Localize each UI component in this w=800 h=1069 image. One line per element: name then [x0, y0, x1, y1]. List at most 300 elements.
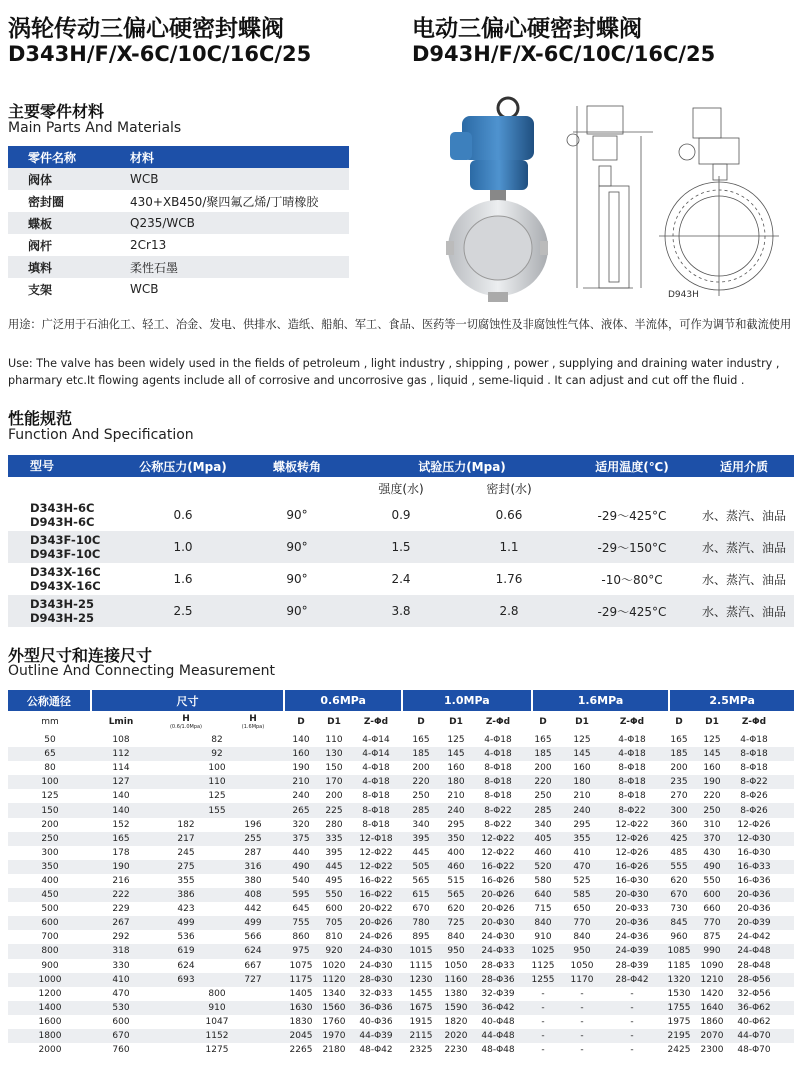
cell-d-16: 640: [534, 890, 552, 901]
model-cell: [8, 565, 126, 593]
cell-d1-16: 210: [573, 791, 591, 802]
outline-row: [8, 747, 794, 761]
left-title-model: D343H/F/X-6C/10C/16C/25: [8, 42, 312, 66]
cell-z-25: 40-Φ62: [737, 1016, 771, 1027]
cell-d-25: 235: [670, 777, 688, 788]
cell-z-06: 24-Φ26: [359, 932, 393, 943]
angle-cell: 90°: [286, 508, 308, 522]
cell-z-10: 28-Φ33: [481, 960, 515, 971]
cell-lmin: 127: [112, 777, 130, 788]
col-size: 尺寸: [92, 690, 284, 711]
cell-d-06: 1405: [289, 988, 313, 999]
outline-row: [8, 733, 794, 747]
cell-d-10: 200: [412, 763, 430, 774]
cell-z-16: 12-Φ22: [615, 819, 649, 830]
cell-d-25: 360: [670, 819, 688, 830]
cell-z-25: 24-Φ48: [737, 946, 771, 957]
cell-d-10: 395: [412, 833, 430, 844]
cell-d1-06: 810: [325, 932, 343, 943]
parts-title-en: Main Parts And Materials: [8, 120, 182, 136]
cell-h1: 619: [177, 946, 195, 957]
cell-d1-25: 1860: [700, 1016, 724, 1027]
cell-z-25: 20-Φ36: [737, 904, 771, 915]
cell-lmin: 229: [112, 904, 130, 915]
cell-z-06: 32-Φ33: [359, 988, 393, 999]
cell-h1: 386: [177, 890, 195, 901]
cell-d1-06: 600: [325, 904, 343, 915]
cell-h1: 1275: [205, 1045, 229, 1056]
pressure-cell: 1.0: [173, 540, 193, 554]
sub-d1-16: D1: [575, 717, 589, 727]
cell-d1-06: 335: [325, 833, 343, 844]
cell-d-10: 565: [412, 875, 430, 886]
function-title-cn: 性能规范: [8, 409, 73, 428]
strength-cell: 0.9: [391, 508, 411, 522]
cell-d-25: 1755: [667, 1002, 691, 1013]
cell-z-06: 40-Φ36: [359, 1016, 393, 1027]
pressure-cell: 0.6: [173, 508, 193, 522]
cell-z-25: 24-Φ42: [737, 932, 771, 943]
cell-z-25: 20-Φ39: [737, 918, 771, 929]
medium-cell: 水、蒸汽、油品: [701, 572, 786, 587]
cell-d-16: 1125: [531, 960, 555, 971]
cell-z-25: 48-Φ70: [737, 1045, 771, 1056]
cell-d-06: 490: [292, 861, 310, 872]
col-pressure: 公称压力(Mpa): [139, 459, 227, 474]
cell-lmin: 216: [112, 875, 130, 886]
left-title-cn: 涡轮传动三偏心硬密封蝶阀: [8, 16, 284, 42]
cell-d1-10: 180: [447, 777, 465, 788]
cell-dn: 80: [44, 763, 56, 774]
outline-subheader: [8, 711, 794, 733]
cell-d-06: 265: [292, 805, 310, 816]
cell-d-16: 185: [534, 749, 552, 760]
cell-lmin: 530: [112, 1002, 130, 1013]
cell-d1-06: 1560: [322, 1002, 346, 1013]
outline-row: [8, 761, 794, 775]
cell-d-16: 285: [534, 805, 552, 816]
cell-dn: 200: [41, 819, 59, 830]
cell-d1-10: 515: [447, 875, 465, 886]
cell-d-10: 780: [412, 918, 430, 929]
cell-lmin: 670: [112, 1031, 130, 1042]
sub-d-25: D: [675, 717, 683, 727]
cell-h2: 196: [244, 819, 262, 830]
cell-h2: 442: [244, 904, 262, 915]
sub-d-10: D: [417, 717, 425, 727]
cell-d-25: 2195: [667, 1031, 691, 1042]
seal-cell: 1.76: [495, 572, 523, 586]
right-title-cn: 电动三偏心硬密封蝶阀: [412, 16, 642, 42]
model-secondary: D943F-10C: [30, 547, 101, 561]
parts-row: [8, 234, 349, 256]
cell-d1-16: 1170: [570, 974, 594, 985]
cell-d1-06: 495: [325, 875, 343, 886]
angle-cell: 90°: [286, 572, 308, 586]
model-primary: D343H-25: [30, 597, 94, 611]
model-secondary: D943X-16C: [30, 579, 101, 593]
parts-title-cn: 主要零件材料: [8, 102, 105, 121]
cell-z-16: 20-Φ36: [615, 918, 649, 929]
usage-cn: 用途：广泛用于石油化工、轻工、冶金、发电、供排水、造纸、船舶、军工、食品、医药等一切腐蚀性及非腐蚀性气体、液体、半流体，可作为调节和截流使用: [8, 318, 792, 331]
cell-z-10: 4-Φ18: [484, 749, 512, 760]
col-p06: 0.6MPa: [285, 690, 401, 711]
col-seal: 密封(水): [486, 481, 532, 496]
cell-dn: 800: [41, 946, 59, 957]
cell-d1-16: 240: [573, 805, 591, 816]
col-test-pressure: 试验压力(Mpa): [418, 459, 506, 474]
parts-row: [8, 190, 349, 212]
cell-d1-25: 1210: [700, 974, 724, 985]
sub-h2: H (1.6Mpa): [241, 714, 265, 730]
cell-d-16: -: [541, 1002, 545, 1013]
cell-d1-06: 705: [325, 918, 343, 929]
cell-d1-25: 490: [703, 861, 721, 872]
outline-row: [8, 1001, 794, 1015]
cell-h1: 92: [211, 749, 223, 760]
cell-z-10: 16-Φ26: [481, 875, 515, 886]
cell-d1-10: 240: [447, 805, 465, 816]
cell-d1-16: -: [580, 1045, 584, 1056]
function-row: [8, 595, 794, 627]
cell-z-10: 8-Φ18: [484, 777, 512, 788]
cell-z-10: 28-Φ36: [481, 974, 515, 985]
cell-d1-25: 2070: [700, 1031, 724, 1042]
cell-d-25: 200: [670, 763, 688, 774]
cell-d1-10: 620: [447, 904, 465, 915]
cell-dn: 900: [41, 960, 59, 971]
cell-z-06: 24-Φ30: [359, 946, 393, 957]
cell-d-16: 715: [534, 904, 552, 915]
cell-lmin: 330: [112, 960, 130, 971]
cell-d1-10: 840: [447, 932, 465, 943]
outline-row: [8, 973, 794, 987]
cell-d1-06: 170: [325, 777, 343, 788]
cell-d-25: 185: [670, 749, 688, 760]
cell-d-16: -: [541, 1031, 545, 1042]
cell-d-06: 2045: [289, 1031, 313, 1042]
cell-d-06: 160: [292, 749, 310, 760]
cell-d-06: 595: [292, 890, 310, 901]
cell-z-06: 48-Φ42: [359, 1045, 393, 1056]
cell-z-06: 16-Φ22: [359, 875, 393, 886]
cell-z-16: -: [630, 1031, 634, 1042]
cell-z-25: 8-Φ18: [740, 763, 768, 774]
angle-cell: 90°: [286, 540, 308, 554]
pressure-cell: 1.6: [173, 572, 193, 586]
cell-z-10: 40-Φ48: [481, 1016, 515, 1027]
col-material: 材料: [130, 150, 155, 165]
cell-z-16: 24-Φ39: [615, 946, 649, 957]
cell-dn: 1400: [38, 1002, 62, 1013]
outline-table-header: [8, 690, 794, 711]
cell-d1-10: 2230: [444, 1045, 468, 1056]
seal-cell: 1.1: [499, 540, 519, 554]
cell-z-10: 8-Φ18: [484, 791, 512, 802]
cell-h2: 255: [244, 833, 262, 844]
cell-z-10: 8-Φ22: [484, 805, 512, 816]
sub-lmin: Lmin: [108, 717, 134, 727]
sub-d1-25: D1: [705, 717, 719, 727]
outline-row: [8, 944, 794, 958]
cell-d1-06: 2180: [322, 1045, 346, 1056]
cell-d-06: 755: [292, 918, 310, 929]
cell-lmin: 112: [112, 749, 130, 760]
cell-d1-16: 1050: [570, 960, 594, 971]
cell-d-06: 440: [292, 847, 310, 858]
cell-z-06: 4-Φ14: [362, 749, 390, 760]
cell-d1-25: 160: [703, 763, 721, 774]
cell-z-25: 16-Φ33: [737, 861, 771, 872]
cell-d1-16: 410: [573, 847, 591, 858]
function-table: [8, 455, 794, 627]
cell-dn: 600: [41, 918, 59, 929]
cell-d1-16: 770: [573, 918, 591, 929]
sub-z-16: Z-Φd: [619, 717, 645, 727]
cell-d-25: 730: [670, 904, 688, 915]
cell-z-10: 20-Φ30: [481, 918, 515, 929]
cell-z-16: -: [630, 1016, 634, 1027]
cell-d1-10: 2020: [444, 1031, 468, 1042]
cell-z-06: 8-Φ18: [362, 791, 390, 802]
cell-d-25: 1320: [667, 974, 691, 985]
outline-row: [8, 930, 794, 944]
outline-row: [8, 902, 794, 916]
cell-z-06: 20-Φ22: [359, 904, 393, 915]
cell-lmin: 152: [112, 819, 130, 830]
model-primary: D343F-10C: [30, 533, 101, 547]
cell-z-06: 4-Φ18: [362, 777, 390, 788]
cell-h1: 624: [177, 960, 195, 971]
col-p16: 1.6MPa: [533, 690, 669, 711]
outline-row: [8, 775, 794, 789]
cell-h2: 499: [244, 918, 262, 929]
cell-d-25: 1530: [667, 988, 691, 999]
cell-d-25: 165: [670, 735, 688, 746]
function-title-en: Function And Specification: [8, 427, 194, 443]
cell-z-06: 8-Φ18: [362, 819, 390, 830]
cell-d1-06: 1760: [322, 1016, 346, 1027]
function-table-header: [8, 455, 794, 477]
cell-z-10: 16-Φ22: [481, 861, 515, 872]
outline-row: [8, 916, 794, 930]
cell-z-16: 16-Φ26: [615, 861, 649, 872]
part-name: 阀杆: [28, 238, 53, 253]
outline-title-cn: 外型尺寸和连接尺寸: [8, 646, 153, 665]
cell-z-25: 12-Φ30: [737, 833, 771, 844]
cell-z-06: 4-Φ14: [362, 735, 390, 746]
cell-d-16: -: [541, 988, 545, 999]
cell-z-16: 8-Φ18: [618, 763, 646, 774]
cell-d-25: 300: [670, 805, 688, 816]
cell-d-10: 670: [412, 904, 430, 915]
cell-z-10: 24-Φ33: [481, 946, 515, 957]
outline-row: [8, 959, 794, 973]
cell-d1-25: 660: [703, 904, 721, 915]
cell-d-25: 1185: [667, 960, 691, 971]
col-angle: 蝶板转角: [272, 459, 321, 474]
cell-z-25: 12-Φ26: [737, 819, 771, 830]
cell-z-16: -: [630, 988, 634, 999]
cell-d1-06: 550: [325, 890, 343, 901]
medium-cell: 水、蒸汽、油品: [701, 540, 786, 555]
cell-z-25: 20-Φ36: [737, 890, 771, 901]
cell-h1: 82: [211, 735, 223, 746]
cell-z-10: 32-Φ39: [481, 988, 515, 999]
cell-z-06: 12-Φ22: [359, 847, 393, 858]
cell-z-16: -: [630, 1002, 634, 1013]
cell-lmin: 222: [112, 890, 130, 901]
cell-z-16: 24-Φ36: [615, 932, 649, 943]
cell-d-16: -: [541, 1016, 545, 1027]
cell-z-10: 20-Φ26: [481, 890, 515, 901]
cell-d-16: 1025: [531, 946, 555, 957]
cell-d-10: 1115: [409, 960, 433, 971]
model-secondary: D943H-6C: [30, 515, 95, 529]
cell-dn: 500: [41, 904, 59, 915]
cell-h1: 155: [208, 805, 226, 816]
right-title-model: D943H/F/X-6C/10C/16C/25: [412, 42, 716, 66]
outline-table: [8, 690, 794, 1057]
cell-d1-25: 875: [703, 932, 721, 943]
cell-d1-25: 145: [703, 749, 721, 760]
cell-h1: 355: [177, 875, 195, 886]
cell-h1: 125: [208, 791, 226, 802]
cell-z-16: 4-Φ18: [618, 735, 646, 746]
cell-d1-06: 1020: [322, 960, 346, 971]
cell-d1-10: 295: [447, 819, 465, 830]
cell-h1: 1152: [205, 1031, 229, 1042]
cell-z-25: 4-Φ18: [740, 735, 768, 746]
function-row: [8, 499, 794, 531]
cell-d-25: 485: [670, 847, 688, 858]
outline-row: [8, 803, 794, 817]
cell-d1-06: 200: [325, 791, 343, 802]
cell-h2: 287: [244, 847, 262, 858]
cell-d1-16: -: [580, 1002, 584, 1013]
cell-dn: 50: [44, 735, 56, 746]
cell-d1-06: 280: [325, 819, 343, 830]
cell-z-06: 28-Φ30: [359, 974, 393, 985]
cell-d1-06: 1120: [322, 974, 346, 985]
cell-lmin: 190: [112, 861, 130, 872]
cell-d1-10: 210: [447, 791, 465, 802]
cell-z-06: 16-Φ22: [359, 890, 393, 901]
outline-row: [8, 832, 794, 846]
cell-d-10: 285: [412, 805, 430, 816]
cell-d1-25: 550: [703, 875, 721, 886]
parts-table: [8, 146, 349, 300]
cell-d-16: 910: [534, 932, 552, 943]
cell-d-06: 1830: [289, 1016, 313, 1027]
cell-d1-25: 1090: [700, 960, 724, 971]
model-cell: [8, 533, 126, 561]
cell-d1-16: 145: [573, 749, 591, 760]
cell-dn: 150: [41, 805, 59, 816]
cell-d-06: 860: [292, 932, 310, 943]
cell-d1-25: 2300: [700, 1045, 724, 1056]
cell-h1: 536: [177, 932, 195, 943]
cell-d1-16: -: [580, 988, 584, 999]
cell-z-06: 4-Φ18: [362, 763, 390, 774]
cell-dn: 1800: [38, 1031, 62, 1042]
part-name: 蝶板: [28, 216, 53, 231]
cell-d-06: 1175: [289, 974, 313, 985]
cell-d1-06: 110: [325, 735, 343, 746]
cell-z-25: 36-Φ62: [737, 1002, 771, 1013]
col-medium: 适用介质: [719, 459, 768, 474]
cell-d-10: 250: [412, 791, 430, 802]
cell-lmin: 470: [112, 988, 130, 999]
cell-z-10: 48-Φ48: [481, 1045, 515, 1056]
cell-d-16: 165: [534, 735, 552, 746]
cell-d-10: 445: [412, 847, 430, 858]
cell-z-06: 8-Φ18: [362, 805, 390, 816]
model-secondary: D943H-25: [30, 611, 94, 625]
cell-d1-06: 150: [325, 763, 343, 774]
strength-cell: 2.4: [391, 572, 411, 586]
cell-d1-06: 130: [325, 749, 343, 760]
cell-z-16: 12-Φ26: [615, 833, 649, 844]
col-part-name: 零件名称: [28, 150, 77, 165]
sub-d1-06: D1: [327, 717, 341, 727]
cell-d1-25: 370: [703, 833, 721, 844]
cell-d-16: 840: [534, 918, 552, 929]
medium-cell: 水、蒸汽、油品: [701, 604, 786, 619]
cell-z-06: 12-Φ18: [359, 833, 393, 844]
outline-row: [8, 1015, 794, 1029]
cell-lmin: 165: [112, 833, 130, 844]
cell-d-25: 270: [670, 791, 688, 802]
cell-d-10: 1455: [409, 988, 433, 999]
cell-d-06: 645: [292, 904, 310, 915]
cell-d-25: 425: [670, 833, 688, 844]
cell-d-10: 1015: [409, 946, 433, 957]
cell-d1-16: 840: [573, 932, 591, 943]
sub-z-06: Z-Φd: [363, 717, 389, 727]
sub-d-16: D: [539, 717, 547, 727]
cell-z-10: 8-Φ22: [484, 819, 512, 830]
cell-d-16: 460: [534, 847, 552, 858]
cell-d-06: 1630: [289, 1002, 313, 1013]
cell-h2: 566: [244, 932, 262, 943]
parts-table-header: [8, 146, 349, 168]
outline-row: [8, 987, 794, 1001]
cell-d-25: 1085: [667, 946, 691, 957]
cell-d-06: 975: [292, 946, 310, 957]
parts-row: [8, 278, 349, 300]
cell-d-10: 2115: [409, 1031, 433, 1042]
cell-dn: 450: [41, 890, 59, 901]
outline-row: [8, 874, 794, 888]
col-dn: 公称通径: [8, 690, 90, 711]
cell-z-25: 16-Φ30: [737, 847, 771, 858]
cell-h1: 110: [208, 777, 226, 788]
cell-d1-10: 1380: [444, 988, 468, 999]
cell-d-25: 670: [670, 890, 688, 901]
part-name: 填料: [28, 260, 53, 275]
cell-h2: 316: [244, 861, 262, 872]
cell-z-16: 12-Φ26: [615, 847, 649, 858]
cell-d1-10: 725: [447, 918, 465, 929]
model-primary: D343H-6C: [30, 501, 95, 515]
cell-h1: 1047: [205, 1016, 229, 1027]
cell-d1-16: -: [580, 1016, 584, 1027]
cell-d-25: 555: [670, 861, 688, 872]
cell-dn: 1200: [38, 988, 62, 999]
cell-d1-25: 1640: [700, 1002, 724, 1013]
cell-d1-10: 1590: [444, 1002, 468, 1013]
